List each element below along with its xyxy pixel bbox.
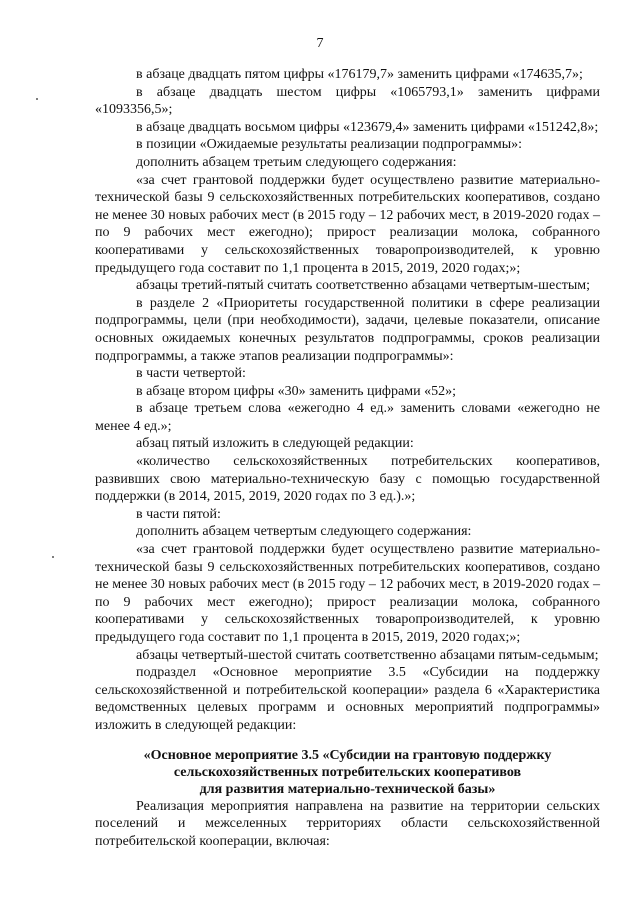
scan-speck (52, 556, 54, 558)
paragraph: дополнить абзацем третьим следующего содержания: (136, 154, 457, 170)
quoted-paragraph: «за счет грантовой поддержки будет осуществлено развитие материально-технической базы 9 сельскохозяйственных потребительских кооперативов, создано не менее 30 новых рабочих мест (в 2015 году – 12 рабочих мест, в 2019-2020 годах – по 9 рабочих мест ежегодно); прирост реализации молока, собранного кооперативами у сельскохозяйственных товаропроизводителей, к уровню предыдущего года составит по 1,1 процента в 2015, 2019, 2020 годах;»; (95, 172, 600, 276)
paragraph: абзацы третий-пятый считать соответственно абзацами четвертым-шестым; (136, 278, 590, 294)
heading-line: для развития материально-технической базы» (199, 781, 496, 797)
paragraph: в абзаце двадцать восьмом цифры «123679,4» заменить цифрами «151242,8»; (136, 119, 599, 135)
heading-line: сельскохозяйственных потребительских кооперативов (173, 764, 522, 780)
paragraph: в абзаце третьем слова «ежегодно 4 ед.» заменить словами «ежегодно не менее 4 ед.»; (95, 401, 600, 434)
scan-speck (36, 98, 38, 100)
paragraph: в части пятой: (136, 506, 221, 522)
quoted-paragraph: «за счет грантовой поддержки будет осуществлено развитие материально-технической базы 9 сельскохозяйственных потребительских кооперативов, создано не менее 30 новых рабочих мест (в 2015 году – 12 рабочих мест, в 2019-2020 годах – по 9 рабочих мест ежегодно); прирост реализации молока, собранного кооперативами у сельскохозяйственных товаропроизводителей, к уровню предыдущего года составит по 1,1 процента в 2015, 2019, 2020 годах;»; (95, 542, 600, 645)
heading-line: «Основное мероприятие 3.5 «Субсидии на грантовую поддержку (143, 747, 552, 763)
paragraph: абзацы четвертый-шестой считать соответственно абзацами пятым-седьмым; (136, 647, 599, 663)
paragraph: дополнить абзацем четвертым следующего содержания: (136, 524, 472, 540)
paragraph: в абзаце втором цифры «30» заменить цифрами «52»; (136, 383, 456, 399)
document-body (95, 66, 600, 850)
paragraph: в части четвертой: (136, 366, 246, 382)
paragraph: подраздел «Основное мероприятие 3.5 «Субсидии на поддержку сельскохозяйственной и потребительской кооперации» раздела 6 «Характеристика ведомственных целевых программ и основных мероприятий подпрограммы» изложить в следующей редакции: (95, 665, 600, 733)
paragraph: Реализация мероприятия направлена на развитие на территории сельских поселений и межселенных территориях области сельскохозяйственной потребительской кооперации, включая: (95, 798, 600, 849)
page-number: 7 (316, 36, 324, 51)
paragraph: в позиции «Ожидаемые результаты реализации подпрограммы»: (136, 137, 523, 153)
section-heading (95, 747, 600, 798)
paragraph: в абзаце двадцать шестом цифры «1065793,1» заменить цифрами «1093356,5»; (95, 84, 600, 118)
paragraph: абзац пятый изложить в следующей редакции: (136, 436, 414, 452)
paragraph: в абзаце двадцать пятом цифры «176179,7» заменить цифрами «174635,7»; (136, 67, 583, 82)
paragraph: в разделе 2 «Приоритеты государственной политики в сфере реализации подпрограммы, цели (при необходимости), задачи, целевые показатели, описание основных ожидаемых конечных результатов подпрограммы, сроков реализации подпрограммы, а также этапов реализации подпрограммы»: (95, 295, 600, 364)
quoted-paragraph: «количество сельскохозяйственных потребительских кооперативов, развивших свою материально-техническую базу с помощью государственной поддержки (в 2014, 2015, 2019, 2020 годах по 3 ед.).»; (95, 454, 600, 505)
